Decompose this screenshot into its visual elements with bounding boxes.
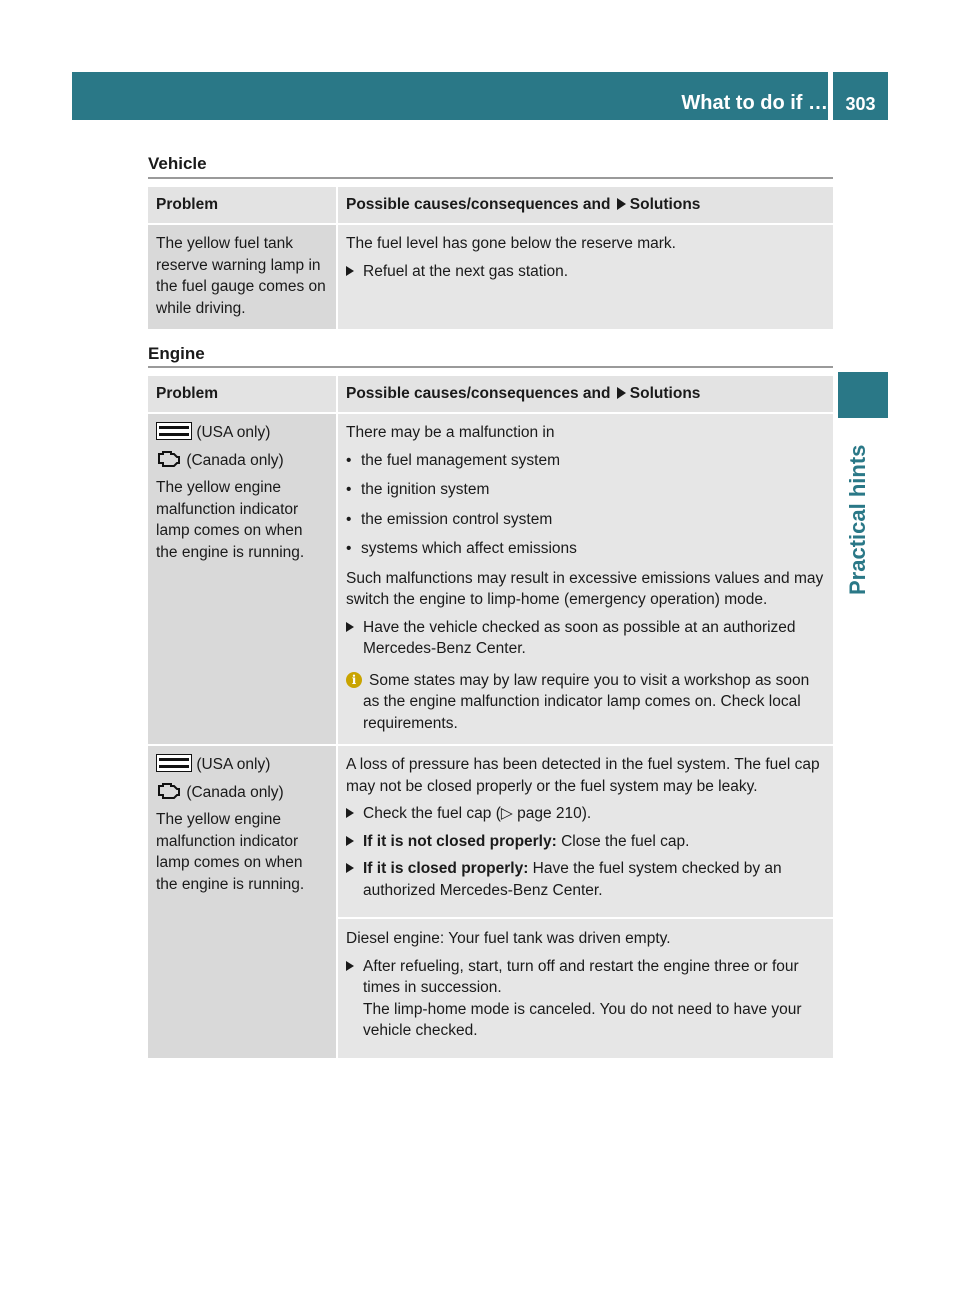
section-rule bbox=[148, 366, 833, 368]
engine-icon bbox=[156, 782, 182, 800]
problem-cell: (USA only) (Canada only) The yellow engine malfunction indicator lamp comes on when the engine is running. bbox=[148, 744, 338, 1058]
problem-cell: (USA only) (Canada only) The yellow engine malfunction indicator lamp comes on when the engine is running. bbox=[148, 412, 338, 744]
solution-cell: There may be a malfunction in • the fuel management system • the ignition system • the emission control system • systems which affect emissions Such malfunctions may result in excessive emissions values and may switch the engine to limp-home (emergency operation) mode. Have the vehicle checked as soon as possible at an authorized Mercedes-Benz Center. i Some states may by law require you to visit a workshop as soon as the engine malfunction indicator lamp comes on. Check local requirements. bbox=[338, 412, 833, 744]
engine-table bbox=[148, 376, 833, 1058]
list-item: • the fuel management system bbox=[346, 451, 561, 469]
list-item: • the emission control system bbox=[346, 510, 553, 528]
action-step: Refuel at the next gas station. bbox=[346, 261, 825, 283]
table-row bbox=[148, 744, 833, 917]
step-arrow-icon bbox=[346, 961, 354, 971]
step-arrow-icon bbox=[346, 836, 354, 846]
col-problem: Problem bbox=[148, 376, 338, 412]
header-title: What to do if … bbox=[681, 92, 828, 114]
action-step: If it is not closed properly: Close the fuel cap. bbox=[346, 831, 825, 853]
chapter-tab bbox=[838, 372, 888, 418]
arrow-icon bbox=[617, 387, 626, 399]
list-item: • the ignition system bbox=[346, 481, 490, 498]
col-problem: Problem bbox=[148, 187, 338, 223]
section-title-engine: Engine bbox=[148, 344, 205, 363]
arrow-icon bbox=[617, 198, 626, 210]
step-arrow-icon bbox=[346, 863, 354, 873]
table-header-row bbox=[148, 187, 833, 223]
table-row bbox=[148, 223, 833, 329]
action-step: Check the fuel cap (▷ page 210). bbox=[346, 803, 825, 825]
col-solutions: Possible causes/consequences and Solutions bbox=[338, 376, 833, 412]
solution-cell: Diesel engine: Your fuel tank was driven empty. After refueling, start, turn off and restart the engine three or four times in succession. The limp-home mode is canceled. You do not need to have your vehicle checked. bbox=[338, 917, 833, 1058]
section-rule bbox=[148, 177, 833, 179]
engine-icon bbox=[156, 450, 182, 468]
page-number: 303 bbox=[833, 72, 888, 120]
step-arrow-icon bbox=[346, 808, 354, 818]
info-icon: i bbox=[346, 672, 362, 688]
action-step: If it is closed properly: Have the fuel system checked by an authorized Mercedes-Benz Center. bbox=[346, 858, 825, 901]
step-arrow-icon bbox=[346, 266, 354, 276]
col-solutions: Possible causes/consequences and Solutions bbox=[338, 187, 833, 223]
table-header-row bbox=[148, 376, 833, 412]
step-arrow-icon bbox=[346, 622, 354, 632]
action-step: After refueling, start, turn off and restart the engine three or four times in succession. The limp-home mode is canceled. You do not need to have your vehicle checked. bbox=[346, 956, 825, 1042]
section-title-vehicle: Vehicle bbox=[148, 154, 207, 173]
info-note: i Some states may by law require you to visit a workshop as soon as the engine malfunction indicator lamp comes on. Check local requirements. bbox=[346, 670, 825, 735]
solution-cell bbox=[338, 223, 833, 329]
solution-cell: A loss of pressure has been detected in the fuel system. The fuel cap may not be closed properly or the fuel system may be leaky. Check the fuel cap (▷ page 210). If it is not closed properly: Close the fuel cap. If it is closed properly: Have the fuel system checked by an authorized Mercedes-Benz Center. bbox=[338, 744, 833, 917]
table-row bbox=[148, 412, 833, 744]
problem-cell: The yellow fuel tank reserve warning lamp in the fuel gauge comes on while driving. bbox=[148, 223, 338, 329]
action-step: Have the vehicle checked as soon as possible at an authorized Mercedes-Benz Center. bbox=[346, 617, 825, 660]
list-item: • systems which affect emissions bbox=[346, 540, 577, 557]
cause-text: The fuel level has gone below the reserve mark. bbox=[346, 235, 676, 252]
check-engine-icon bbox=[156, 754, 192, 772]
vehicle-table bbox=[148, 187, 833, 329]
check-engine-icon bbox=[156, 422, 192, 440]
